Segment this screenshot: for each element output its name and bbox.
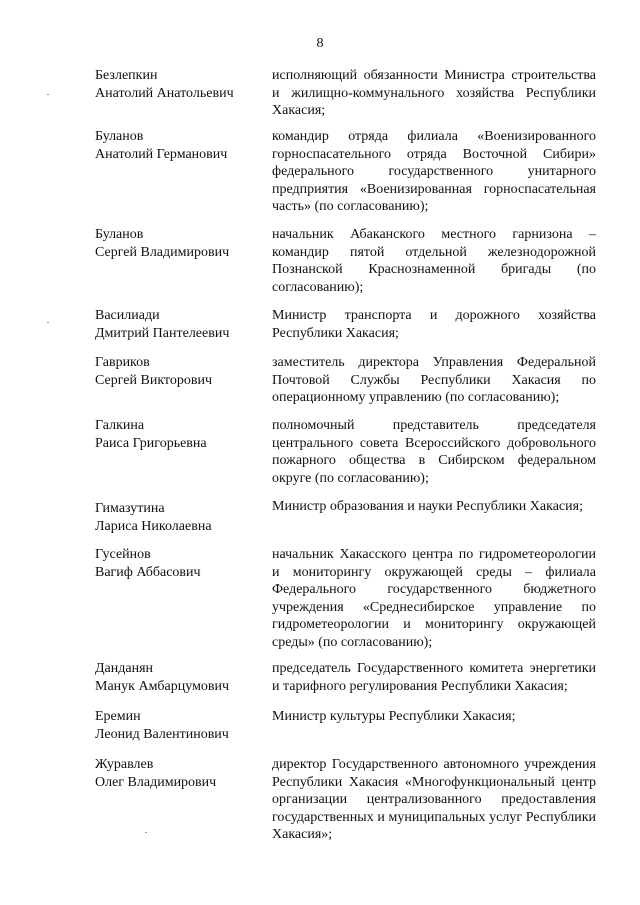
position-description: начальник Хакасского центра по гидрометеорологии и мониторингу окружающей среды – филиала Федерального государственного бюджетного учреждения «Среднесибирское управление по гидрометеорологии и мониторингу окружающей среды» (по согласованию);	[272, 547, 596, 650]
position-description: заместитель директора Управления Федеральной Почтовой Службы Республики Хакасия по операционному управлению (по согласованию);	[272, 355, 596, 405]
surname: Гусейнов	[95, 547, 151, 562]
given-names: Сергей Викторович	[95, 372, 213, 388]
person-name	[95, 354, 265, 389]
position-description: командир отряда филиала «Военизированного горноспасательного отряда Восточной Сибири» федерального государственного унитарного предприятия «Военизированная горноспасательная часть» (по согласованию);	[272, 129, 596, 214]
scan-speck	[47, 94, 49, 95]
position-description: Министр транспорта и дорожного хозяйства Республики Хакасия;	[272, 308, 596, 341]
given-names: Манук Амбарцумович	[95, 678, 230, 694]
given-names: Олег Владимирович	[95, 774, 217, 790]
person-name	[95, 660, 265, 695]
surname: Безлепкин	[95, 68, 158, 83]
surname: Буланов	[95, 129, 144, 144]
person-name	[95, 307, 265, 342]
person-name	[95, 500, 265, 535]
person-name	[95, 226, 265, 261]
surname: Журавлев	[95, 757, 154, 772]
given-names: Анатолий Анатольевич	[95, 85, 234, 101]
person-name	[95, 708, 265, 743]
surname: Галкина	[95, 418, 145, 433]
person-name	[95, 67, 265, 102]
given-names: Анатолий Германович	[95, 146, 228, 162]
surname: Данданян	[95, 661, 154, 676]
page-number: 8	[316, 36, 324, 51]
given-names: Лариса Николаевна	[95, 518, 212, 534]
given-names: Сергей Владимирович	[95, 244, 230, 260]
given-names: Раиса Григорьевна	[95, 435, 207, 451]
surname: Василиади	[95, 308, 160, 323]
position-description: председатель Государственного комитета энергетики и тарифного регулирования Республики Хакасия;	[272, 661, 596, 694]
surname: Буланов	[95, 227, 144, 242]
surname: Гавриков	[95, 355, 150, 370]
given-names: Дмитрий Пантелеевич	[95, 325, 230, 341]
given-names: Леонид Валентинович	[95, 726, 229, 742]
position-description: исполняющий обязанности Министра строительства и жилищно-коммунального хозяйства Республики Хакасия;	[272, 68, 596, 118]
position-description: полномочный представитель председателя центрального совета Всероссийского добровольного пожарного общества в Сибирском федеральном округе (по согласованию);	[272, 418, 596, 486]
scan-speck	[145, 832, 147, 833]
person-name	[95, 417, 265, 452]
position-description: Министр образования и науки Республики Хакасия;	[272, 499, 583, 514]
scan-speck	[47, 322, 49, 323]
surname: Гимазутина	[95, 501, 165, 516]
person-name	[95, 756, 265, 791]
given-names: Вагиф Аббасович	[95, 564, 201, 580]
person-name	[95, 128, 265, 163]
position-description: директор Государственного автономного учреждения Республики Хакасия «Многофункциональный центр организации централизованного предоставления государственных и муниципальных услуг Республики Хакасия»;	[272, 757, 596, 842]
position-description: начальник Абаканского местного гарнизона – командир пятой отдельной железнодорожной Познанской Краснознаменной бригады (по согласованию);	[272, 227, 596, 295]
person-name	[95, 546, 265, 581]
surname: Еремин	[95, 709, 141, 724]
position-description: Министр культуры Республики Хакасия;	[272, 709, 516, 724]
